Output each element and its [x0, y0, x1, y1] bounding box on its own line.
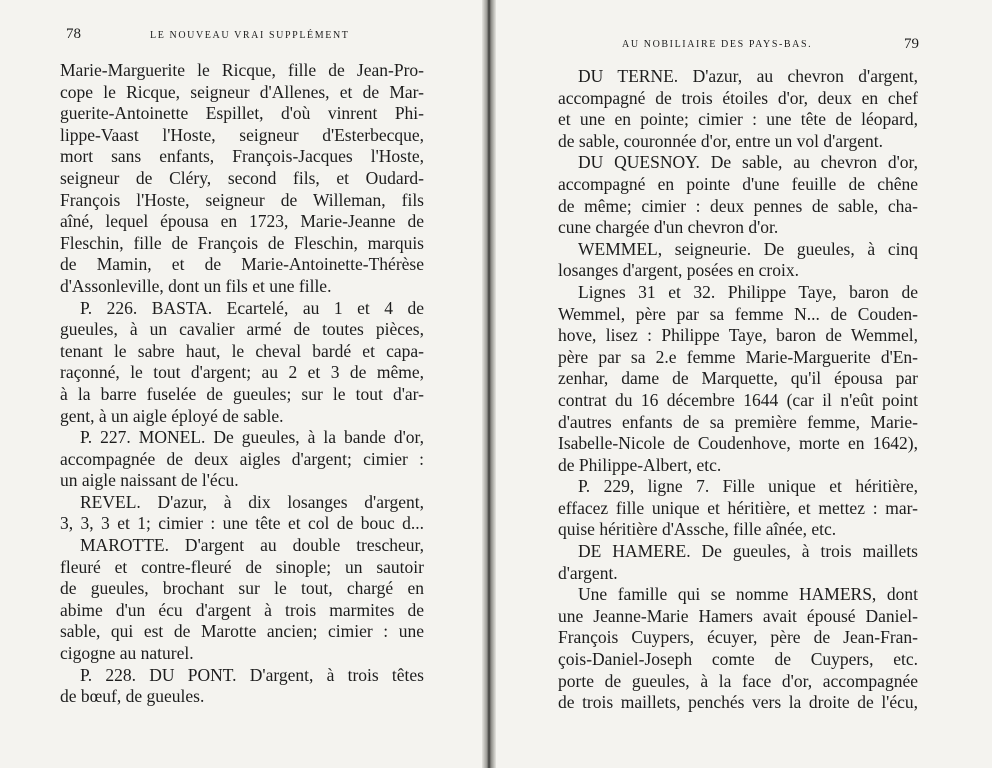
text-line: guerite-Antoinette Espillet, d'où vinrent Phi-	[60, 103, 424, 124]
text-line: accompagné en pointe d'une feuille de chêne	[558, 173, 918, 194]
text-line: sable, qui est de Marotte ancien; cimier : une	[60, 621, 424, 642]
text-line: un aigle naissant de l'écu.	[60, 470, 239, 491]
text-line: Isabelle-Nicole de Coudenhove, morte en 1642),	[558, 433, 918, 454]
right-page	[496, 0, 992, 768]
text-line: çois-Daniel-Joseph comte de Cuypers, etc.	[558, 649, 918, 670]
entry-line: P. 227. MONEL. De gueules, à la bande d'or,	[80, 427, 424, 448]
text-line: zenhar, dame de Marquette, qu'il épousa par	[558, 368, 918, 389]
text-line: abime d'un écu d'argent à trois marmites de	[60, 599, 424, 620]
entry-line: DU TERNE. D'azur, au chevron d'argent,	[578, 66, 918, 86]
text-line: contrat du 16 décembre 1644 (car il n'eût point	[558, 389, 918, 410]
text-line: Wemmel, père par sa femme N... de Couden-	[558, 303, 918, 324]
text-line: une Jeanne-Marie Hamers avait épousé Daniel-	[558, 605, 918, 626]
entry-line: P. 226. BASTA. Ecartelé, au 1 et 4 de	[80, 297, 424, 318]
right-page-body	[558, 66, 918, 714]
text-line: tenant le sabre haut, le cheval bardé et capa-	[60, 340, 424, 361]
book-gutter	[482, 0, 496, 768]
text-line: à la barre fuselée de gueules; sur le tout d'ar-	[60, 383, 424, 404]
text-line: accompagné de trois étoiles d'or, deux en chef	[558, 87, 918, 108]
text-line: cope le Ricque, seigneur d'Allenes, et de Mar-	[60, 81, 424, 102]
text-line: François Cuypers, écuyer, père de Jean-Fran-	[558, 627, 918, 648]
text-line: François l'Hoste, seigneur de Willeman, fils	[60, 189, 424, 210]
text-line: effacez fille unique et héritière, et mettez : mar-	[558, 497, 918, 518]
entry-line: P. 229, ligne 7. Fille unique et héritière,	[578, 476, 918, 497]
left-page-body	[60, 60, 424, 708]
text-line: quise héritière d'Assche, fille aînée, etc.	[558, 519, 837, 540]
text-line: d'argent.	[558, 562, 618, 583]
right-page-number: 79	[904, 36, 919, 52]
text-line: 3, 3, 3 et 1; cimier : une tête et col de bouc d...	[60, 513, 424, 534]
text-line: porte de gueules, à la face d'or, accompagnée	[558, 670, 918, 691]
text-line: Marie-Marguerite le Ricque, fille de Jean-Pro-	[60, 60, 424, 80]
text-line: de gueules, brochant sur le tout, chargé en	[60, 578, 424, 599]
text-line: fleuré et contre-fleuré de sinople; un sautoir	[60, 556, 424, 577]
text-line: raçonné, le tout d'argent; au 2 et 3 de même,	[60, 362, 424, 383]
text-line: seigneur de Cléry, second fils, et Oudard-	[60, 167, 424, 188]
text-line: mort sans enfants, François-Jacques l'Hoste,	[60, 146, 424, 167]
text-line: aîné, lequel épousa en 1723, Marie-Jeanne de	[60, 211, 424, 232]
entry-line: DU QUESNOY. De sable, au chevron d'or,	[578, 152, 918, 173]
left-running-head: LE NOUVEAU VRAI SUPPLÉMENT	[150, 30, 350, 41]
text-line: de même; cimier : deux pennes de sable, cha-	[558, 195, 918, 216]
entry-line: REVEL. D'azur, à dix losanges d'argent,	[80, 491, 424, 512]
text-line: gent, à un aigle éployé de sable.	[60, 405, 284, 426]
text-line: et une en pointe; cimier : une tête de léopard,	[558, 109, 918, 130]
text-line: lippe-Vaast l'Hoste, seigneur d'Esterbecque,	[60, 124, 424, 145]
right-running-head: AU NOBILIAIRE DES PAYS-BAS.	[622, 39, 813, 50]
entry-line: Une famille qui se nomme HAMERS, dont	[578, 584, 918, 605]
left-page	[0, 0, 482, 768]
text-line: hove, lisez : Philippe Taye, baron de Wemmel,	[558, 325, 918, 346]
text-line: Fleschin, fille de François de Fleschin, marquis	[60, 232, 424, 253]
text-line: de trois maillets, penchés vers la droite de l'écu,	[558, 692, 918, 713]
text-line: père par sa 2.e femme Marie-Marguerite d'En-	[558, 346, 918, 367]
text-line: de Philippe-Albert, etc.	[558, 454, 722, 475]
entry-line: DE HAMERE. De gueules, à trois maillets	[578, 541, 918, 562]
entry-line: MAROTTE. D'argent au double trescheur,	[80, 535, 424, 556]
text-line: losanges d'argent, posées en croix.	[558, 260, 799, 281]
text-line: cigogne au naturel.	[60, 643, 194, 664]
left-page-number: 78	[66, 26, 81, 42]
text-line: cune chargée d'un chevron d'or.	[558, 217, 779, 238]
entry-line: P. 228. DU PONT. D'argent, à trois têtes	[80, 664, 424, 685]
entry-line: Lignes 31 et 32. Philippe Taye, baron de	[578, 281, 918, 302]
text-line: de Mamin, et de Marie-Antoinette-Thérèse	[60, 254, 424, 275]
entry-line: WEMMEL, seigneurie. De gueules, à cinq	[578, 238, 918, 259]
text-line: gueules, à un cavalier armé de toutes pièces,	[60, 319, 424, 340]
text-line: de bœuf, de gueules.	[60, 686, 205, 707]
text-line: accompagnée de deux aigles d'argent; cimier :	[60, 448, 424, 469]
text-line: d'autres enfants de sa première femme, Marie-	[558, 411, 918, 432]
text-line: de sable, couronnée d'or, entre un vol d'argent.	[558, 130, 884, 151]
text-line: d'Assonleville, dont un fils et une fille.	[60, 275, 332, 296]
